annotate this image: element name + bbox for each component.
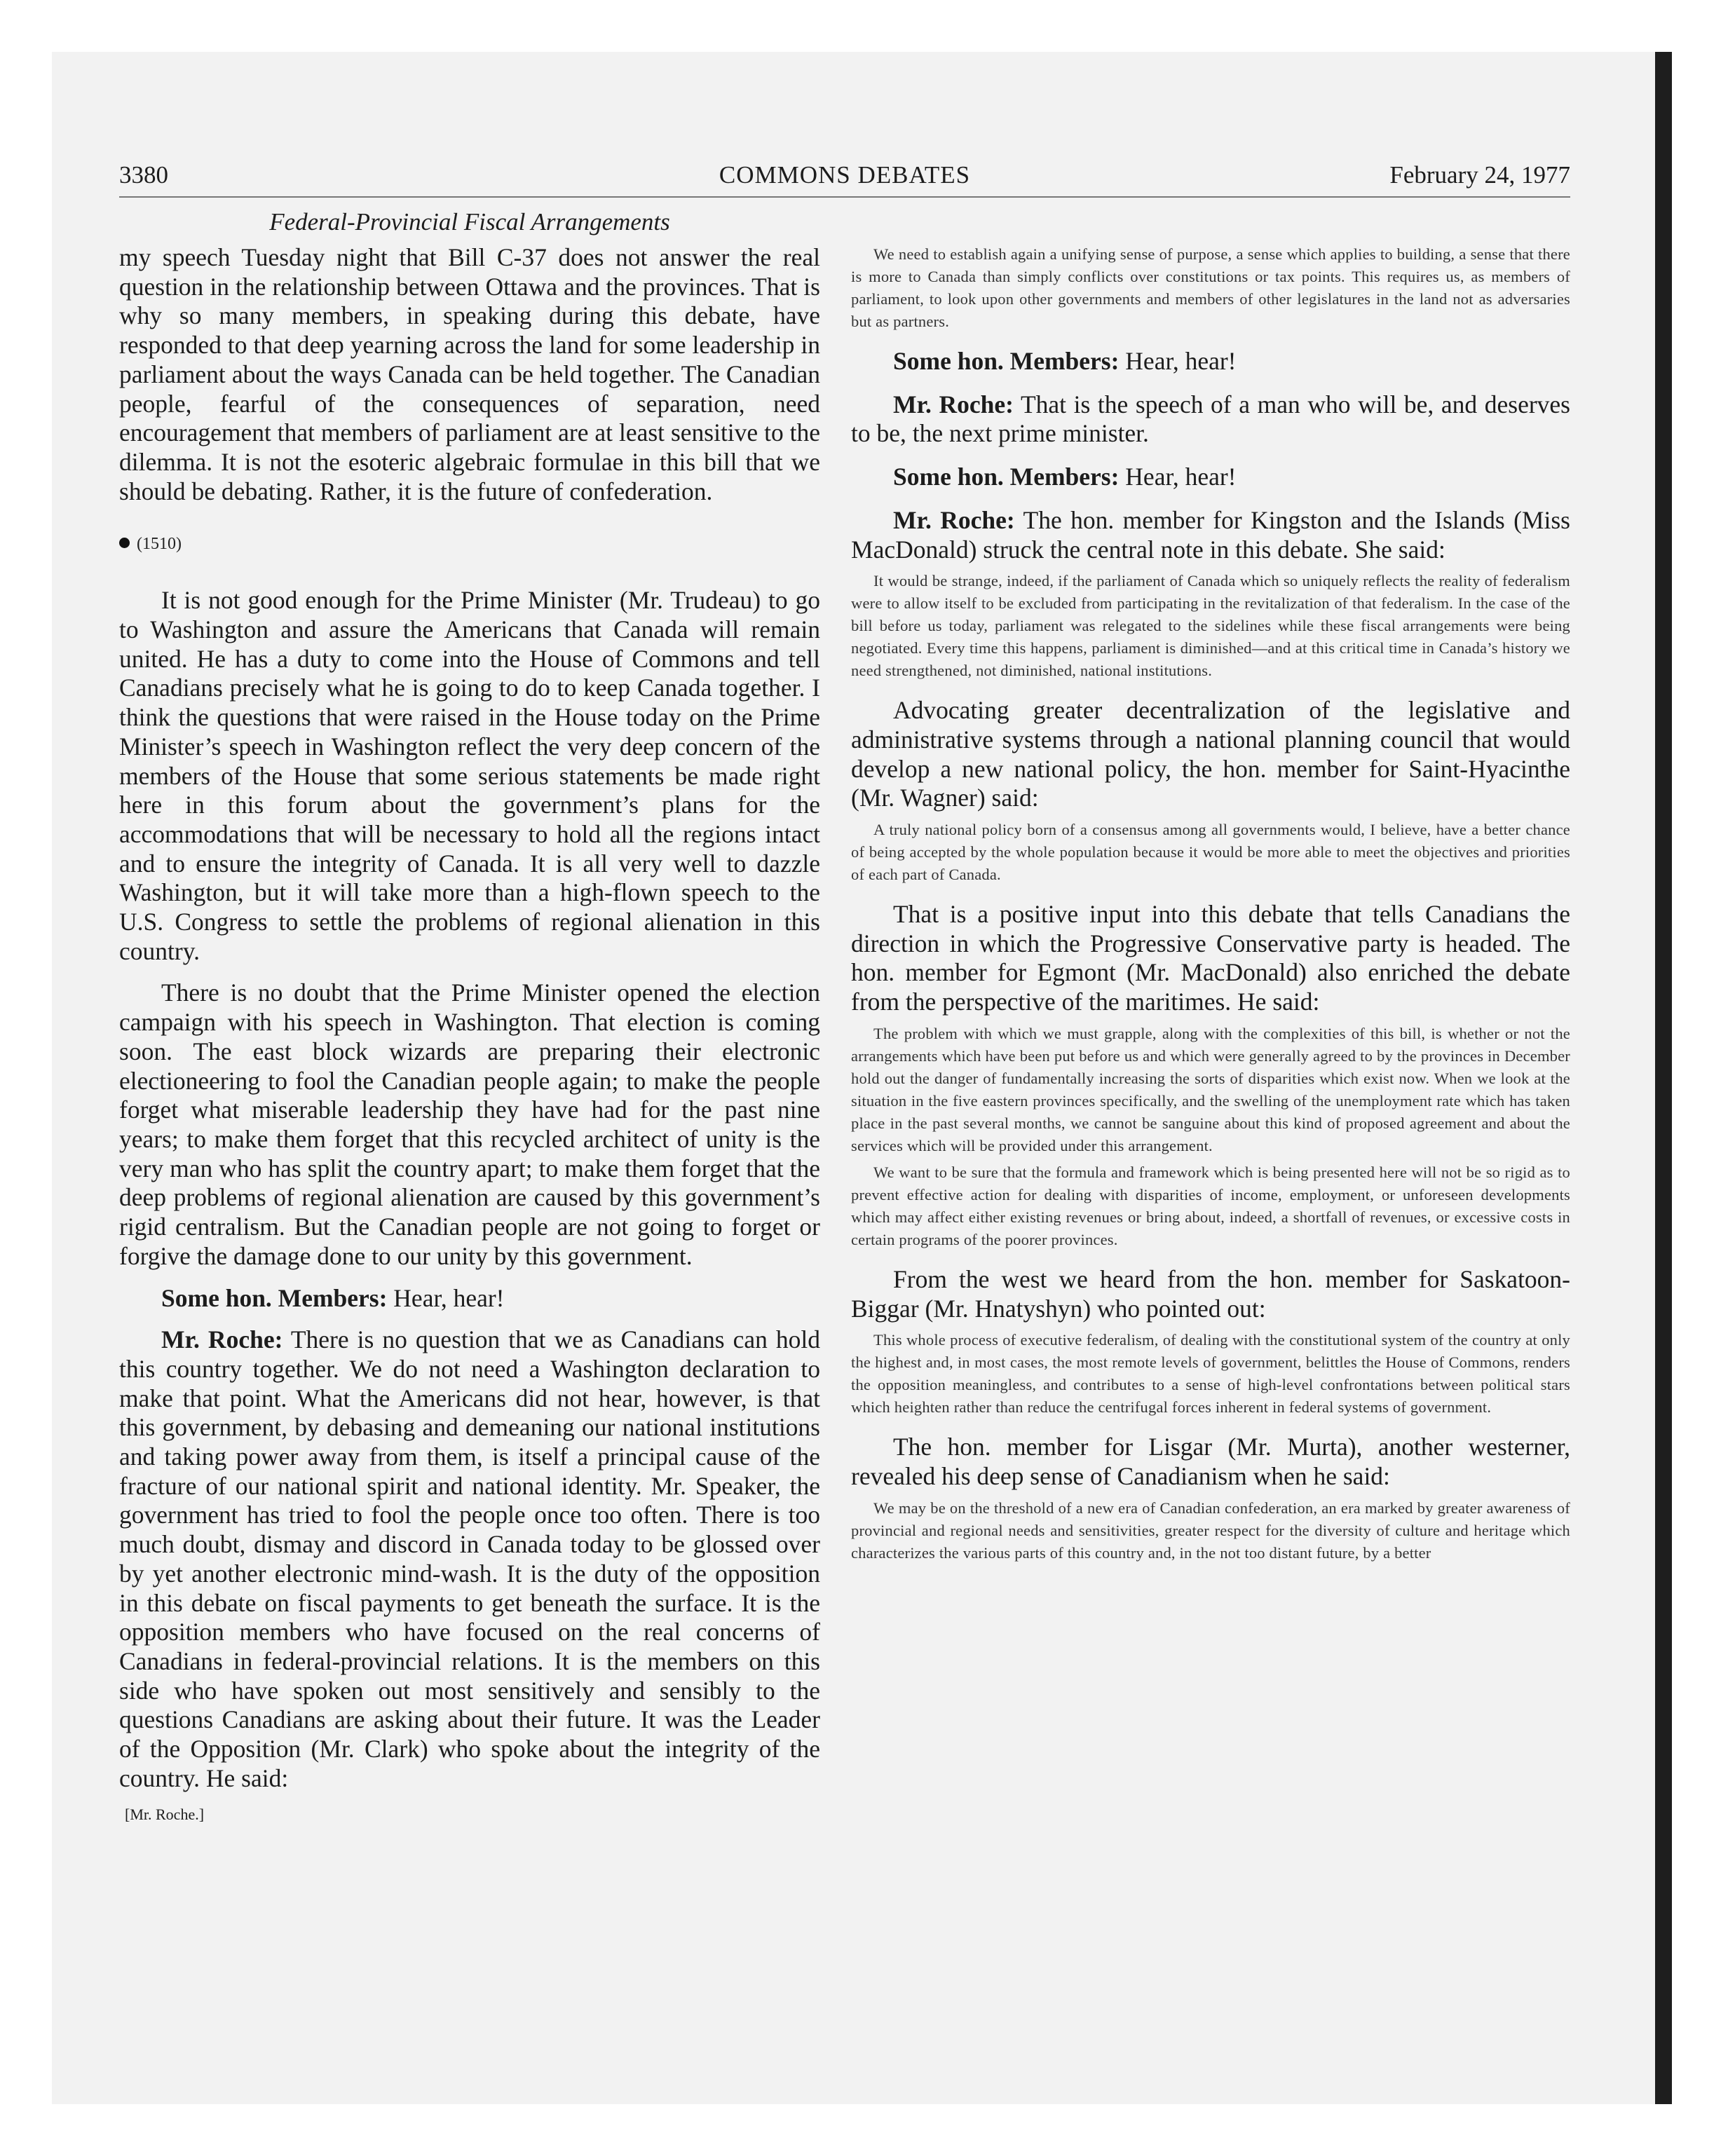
page-header	[119, 157, 1570, 198]
speaker: Mr. Roche:	[161, 1325, 283, 1354]
block-quote: We want to be sure that the formula and framework which is being presented here will not be so rigid as to prevent effective action for dealing with disparities of income, employment, or unforeseen developments which may affect either existing revenues or bring about, indeed, a shortfall of revenues, or excessive costs in certain programs of the poorer provinces.	[851, 1163, 1570, 1248]
running-title: Federal-Provincial Fiscal Arrangements	[269, 208, 670, 236]
interjection-text: Hear, hear!	[1125, 463, 1237, 491]
paragraph: my speech Tuesday night that Bill C-37 does not answer the real question in the relationship between Ottawa and the provinces. That is why so many members, in speaking during this debate, have responded to that deep yearning across the land for some leadership in parliament about the ways Canada can be held together. The Canadian people, fearful of the consequences of separation, need encouragement that members of parliament are at least sensitive to the dilemma. It is not the esoteric algebraic formulae in this bill that we should be debating. Rather, it is the future of confederation.	[119, 243, 820, 505]
speech-paragraph	[851, 506, 1570, 564]
block-quote: We may be on the threshold of a new era of Canadian confederation, an era marked by greater awareness of provincial and regional needs and sensitivities, greater respect for the diversity of culture and heritage which characterizes the various parts of this country and, in the not too distant future, by a better	[851, 1499, 1570, 1562]
speech-paragraph	[119, 1325, 820, 1793]
speaker: Some hon. Members:	[893, 463, 1120, 491]
publication-title: COMMONS DEBATES	[719, 161, 971, 189]
time-marker	[119, 530, 820, 558]
interjection	[119, 1284, 820, 1314]
block-quote: A truly national policy born of a consensus among all governments would, I believe, have a better chance of being accepted by the whole population because it would be more able to meet the objectives and priorities of each part of Canada.	[851, 821, 1570, 884]
interjection	[851, 463, 1570, 492]
speaker: Mr. Roche:	[893, 390, 1014, 418]
speaker-footnote: [Mr. Roche.]	[125, 1806, 205, 1824]
page-number: 3380	[119, 161, 168, 189]
speaker: Some hon. Members:	[893, 347, 1120, 375]
right-column	[851, 243, 1570, 1564]
block-quote: The problem with which we must grapple, along with the complexities of this bill, is whether or not the arrangements which have been put before us and which were generally agreed to by the provinces in December hold out the danger of fundamentally increasing the sorts of disparities which exist now. When we look at the situation in the five eastern provinces specifically, and the swelling of the unemployment rate which has taken place in the past several months, we cannot be sanguine about this kind of proposed agreement and about the services which will be provided under this arrangement.	[851, 1024, 1570, 1154]
interjection	[851, 347, 1570, 376]
left-column	[119, 243, 820, 1825]
speech-text: The hon. member for Kingston and the Islands (Miss MacDonald) struck the central note in this debate. She said:	[851, 505, 1570, 564]
paragraph: That is a positive input into this debate that tells Canadians the direction in which the Progressive Conservative party is headed. The hon. member for Egmont (Mr. MacDonald) also enriched the debate from the perspective of the maritimes. He said:	[851, 900, 1570, 1016]
paragraph: There is no doubt that the Prime Minister opened the election campaign with his speech in Washington. That election is coming soon. The east block wizards are preparing their electronic electioneering to fool the Canadian people again; to make the people forget what miserable leadership they have had for the past nine years; to make them forget that this recycled architect of unity is the very man who has split the country apart; to make them forget that the deep problems of regional alienation are caused by this government’s rigid centralism. But the Canadian people are not going to forget or forgive the damage done to our unity by this government.	[119, 978, 820, 1270]
speaker: Some hon. Members:	[161, 1283, 388, 1312]
time-marker-label: (1510)	[137, 535, 182, 554]
interjection-text: Hear, hear!	[393, 1283, 505, 1312]
speech-text: There is no question that we as Canadians can hold this country together. We do not need a Washington declaration to make that point. What the Americans did not hear, however, is that this government, by debasing and demeaning our national institutions and taking power away from them, is itself a principal cause of the fracture of our national spirit and national identity. Mr. Speaker, the government has tried to fool the people once too often. There is too much doubt, dismay and discord in Canada today to be glossed over by yet another electronic mind-wash. It is the duty of the opposition in this debate on fiscal payments to get beneath the surface. It is the opposition members who have focused on the real concerns of Canadians in federal-provincial relations. It is the members on this side who have spoken out most sensitively and sensibly to the questions Canadians are asking about their future. It was the Leader of the Opposition (Mr. Clark) who spoke about the integrity of the country. He said:	[119, 1325, 820, 1792]
block-quote: It would be strange, indeed, if the parliament of Canada which so uniquely reflects the reality of federalism were to allow itself to be excluded from participating in the revitalization of that federalism. In the case of the bill before us today, parliament was relegated to the sidelines while these fiscal arrangements were being negotiated. Every time this happens, parliament is diminished—and at this critical time in Canada’s history we need strengthened, not diminished, national institutions.	[851, 572, 1570, 680]
speech-text: That is the speech of a man who will be, and deserves to be, the next prime minister.	[851, 390, 1570, 448]
paragraph: From the west we heard from the hon. member for Saskatoon-Biggar (Mr. Hnatyshyn) who pointed out:	[851, 1264, 1570, 1323]
paragraph: Advocating greater decentralization of the legislative and administrative systems through a national planning council that would develop a new national policy, the hon. member for Saint-Hyacinthe (Mr. Wagner) said:	[851, 696, 1570, 812]
block-quote: We need to establish again a unifying sense of purpose, a sense which applies to building, a sense that there is more to Canada than simply conflicts over constitutions or tax points. This requires us, as members of parliament, to look upon other governments and members of other legislatures in the land not as adversaries but as partners.	[851, 245, 1570, 330]
block-quote: This whole process of executive federalism, of dealing with the constitutional system of the country at only the highest and, in most cases, the most remote levels of government, belittles the House of Commons, renders the opposition meaningless, and contributes to a sense of high-level confrontations between political stars which heighten rather than reduce the centrifugal forces inherent in federal systems of government.	[851, 1331, 1570, 1417]
interjection-text: Hear, hear!	[1125, 347, 1237, 375]
bullet-dot-icon	[119, 538, 130, 548]
scan-edge-bar	[1655, 52, 1672, 2104]
paragraph: It is not good enough for the Prime Minister (Mr. Trudeau) to go to Washington and assure the Americans that Canada will remain united. He has a duty to come into the House of Commons and tell Canadians precisely what he is going to do to keep Canada together. I think the questions that were raised in the House today on the Prime Minister’s speech in Washington reflect the very deep concern of the members of the House that some serious statements be made right here in this forum about the government’s plans for the accommodations that will be necessary to hold all the regions intact and to ensure the integrity of Canada. It is all very well to dazzle Washington, but it will take more than a high-flown speech to the U.S. Congress to settle the problems of regional alienation in this country.	[119, 586, 820, 965]
page-date: February 24, 1977	[1389, 161, 1570, 189]
speaker: Mr. Roche:	[893, 505, 1015, 534]
paragraph: The hon. member for Lisgar (Mr. Murta), another westerner, revealed his deep sense of Canadianism when he said:	[851, 1433, 1570, 1490]
speech-paragraph	[851, 390, 1570, 449]
